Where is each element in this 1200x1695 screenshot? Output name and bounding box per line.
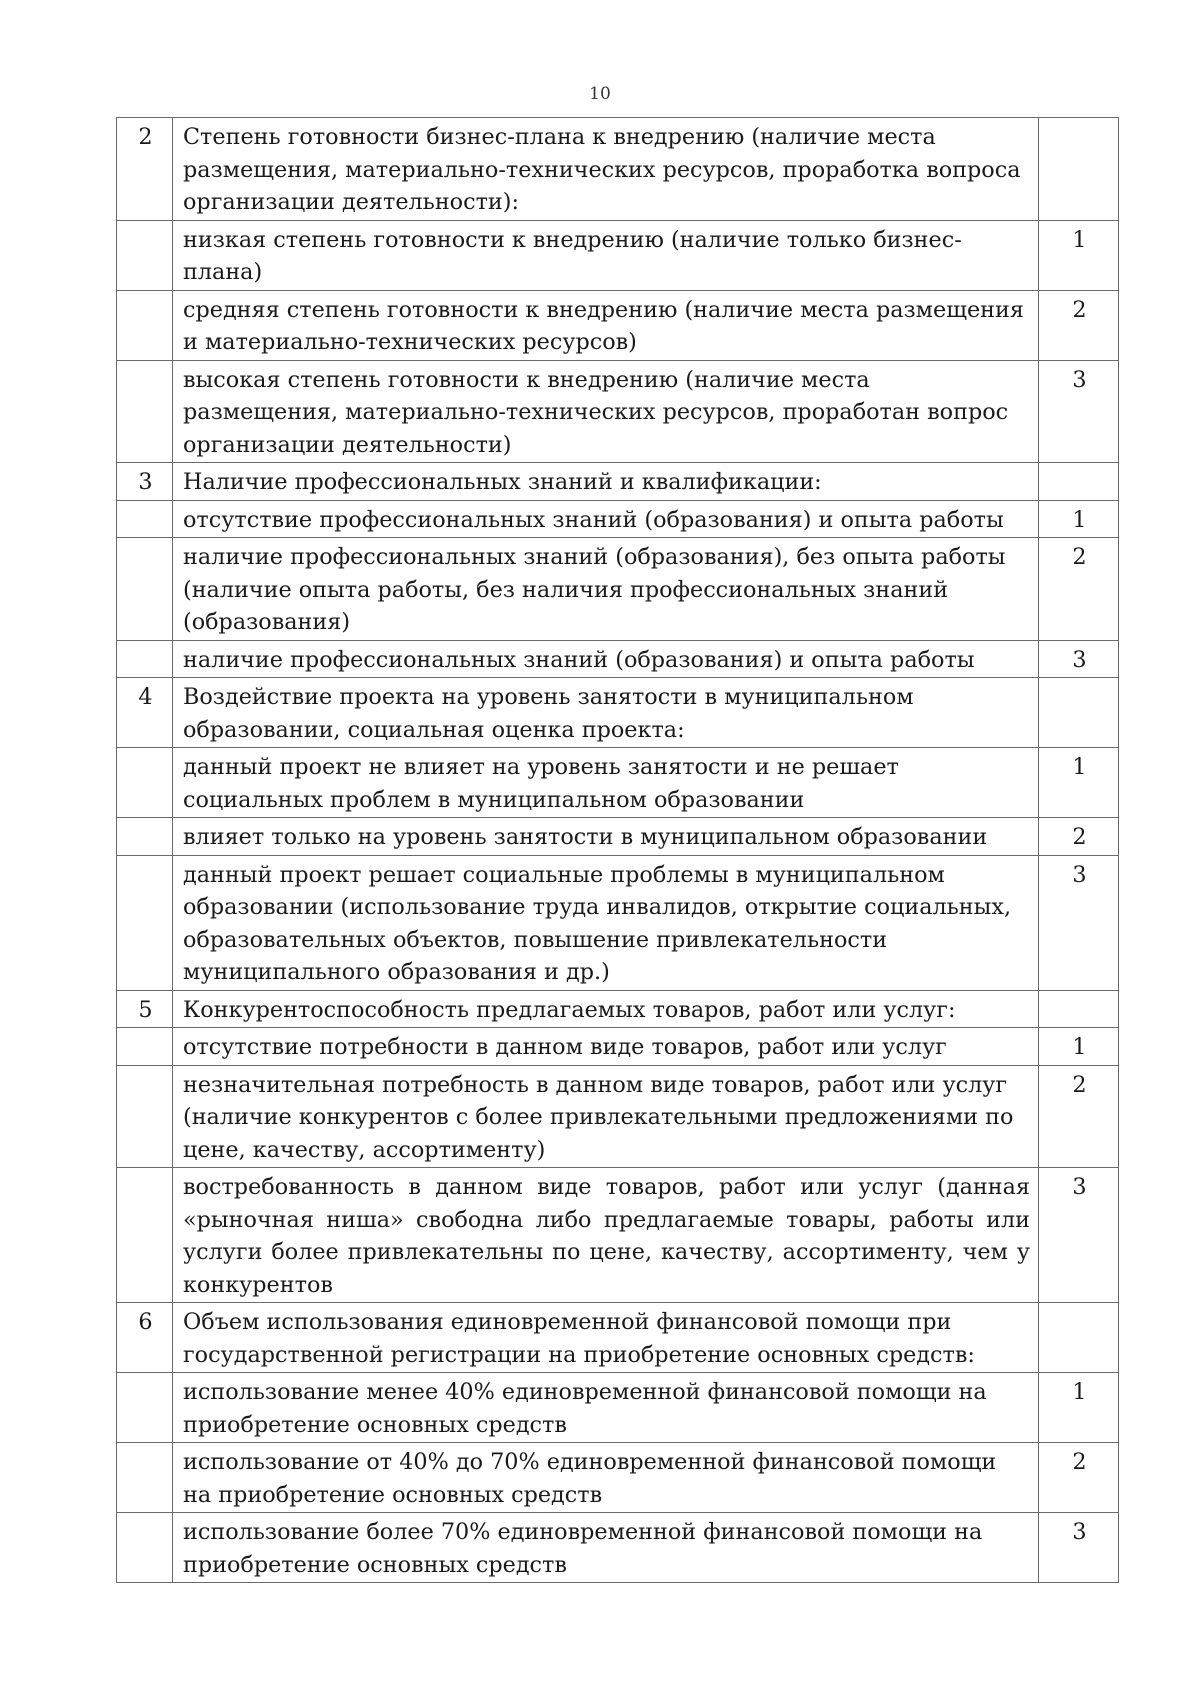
criterion-score-empty [1039, 990, 1119, 1028]
option-score: 2 [1039, 1065, 1119, 1168]
option-text: незначительная потребность в данном виде товаров, работ или услуг (наличие конкурентов с более привлекательными предложениями по цене, качеству, ассортименту) [173, 1065, 1039, 1168]
option-text: низкая степень готовности к внедрению (наличие только бизнес-плана) [173, 220, 1039, 290]
criterion-row [117, 990, 1119, 1028]
option-score: 2 [1039, 818, 1119, 856]
criterion-row [117, 118, 1119, 221]
option-text: наличие профессиональных знаний (образования) и опыта работы [173, 640, 1039, 678]
option-row [117, 360, 1119, 463]
option-score: 2 [1039, 1443, 1119, 1513]
option-score: 3 [1039, 1168, 1119, 1303]
option-score: 3 [1039, 855, 1119, 990]
option-row [117, 290, 1119, 360]
option-text: данный проект решает социальные проблемы в муниципальном образовании (использование труда инвалидов, открытие социальных, образовательных объектов, повышение привлекательности муниципального образования и др.) [173, 855, 1039, 990]
option-score: 1 [1039, 500, 1119, 538]
option-score: 3 [1039, 1513, 1119, 1583]
option-row [117, 818, 1119, 856]
option-score: 1 [1039, 220, 1119, 290]
criterion-number: 6 [117, 1303, 173, 1373]
option-row [117, 640, 1119, 678]
option-row [117, 748, 1119, 818]
criterion-score-empty [1039, 118, 1119, 221]
option-row [117, 500, 1119, 538]
option-text: востребованность в данном виде товаров, работ или услуг (данная «рыночная ниша» свободна либо предлагаемые товары, работы или услуги более привлекательны по цене, качеству, ассортименту, чем у конкурентов [173, 1168, 1039, 1303]
criterion-number: 5 [117, 990, 173, 1028]
option-score: 2 [1039, 538, 1119, 641]
criterion-title: Воздействие проекта на уровень занятости в муниципальном образовании, социальная оценка проекта: [173, 678, 1039, 748]
criterion-score-empty [1039, 1303, 1119, 1373]
option-row [117, 1513, 1119, 1583]
criterion-number: 4 [117, 678, 173, 748]
criterion-title: Наличие профессиональных знаний и квалификации: [173, 463, 1039, 501]
criterion-title: Объем использования единовременной финансовой помощи при государственной регистрации на приобретение основных средств: [173, 1303, 1039, 1373]
criterion-title: Конкурентоспособность предлагаемых товаров, работ или услуг: [173, 990, 1039, 1028]
option-row [117, 1028, 1119, 1066]
option-row [117, 1168, 1119, 1303]
option-text: использование от 40% до 70% единовременной финансовой помощи на приобретение основных средств [173, 1443, 1039, 1513]
option-text: влияет только на уровень занятости в муниципальном образовании [173, 818, 1039, 856]
option-text: отсутствие потребности в данном виде товаров, работ или услуг [173, 1028, 1039, 1066]
criterion-title: Степень готовности бизнес-плана к внедрению (наличие места размещения, материально-технических ресурсов, проработка вопроса организации деятельности): [173, 118, 1039, 221]
option-row [117, 1443, 1119, 1513]
criterion-row [117, 678, 1119, 748]
option-text: использование менее 40% единовременной финансовой помощи на приобретение основных средств [173, 1373, 1039, 1443]
option-row [117, 1373, 1119, 1443]
criterion-row [117, 1303, 1119, 1373]
page-number: 10 [589, 84, 611, 104]
option-text: отсутствие профессиональных знаний (образования) и опыта работы [173, 500, 1039, 538]
criterion-number: 3 [117, 463, 173, 501]
criterion-score-empty [1039, 678, 1119, 748]
option-row [117, 220, 1119, 290]
option-score: 2 [1039, 290, 1119, 360]
option-text: данный проект не влияет на уровень занятости и не решает социальных проблем в муниципальном образовании [173, 748, 1039, 818]
option-row [117, 855, 1119, 990]
criterion-row [117, 463, 1119, 501]
option-score: 1 [1039, 1028, 1119, 1066]
option-text: наличие профессиональных знаний (образования), без опыта работы (наличие опыта работы, без наличия профессиональных знаний (образования) [173, 538, 1039, 641]
option-row [117, 1065, 1119, 1168]
criterion-number: 2 [117, 118, 173, 221]
option-score: 1 [1039, 1373, 1119, 1443]
option-row [117, 538, 1119, 641]
option-text: использование более 70% единовременной финансовой помощи на приобретение основных средств [173, 1513, 1039, 1583]
option-score: 1 [1039, 748, 1119, 818]
option-score: 3 [1039, 360, 1119, 463]
option-text: средняя степень готовности к внедрению (наличие места размещения и материально-технических ресурсов) [173, 290, 1039, 360]
criterion-score-empty [1039, 463, 1119, 501]
option-score: 3 [1039, 640, 1119, 678]
criteria-table [116, 117, 1119, 1583]
option-text: высокая степень готовности к внедрению (наличие места размещения, материально-технических ресурсов, проработан вопрос организации деятельности) [173, 360, 1039, 463]
